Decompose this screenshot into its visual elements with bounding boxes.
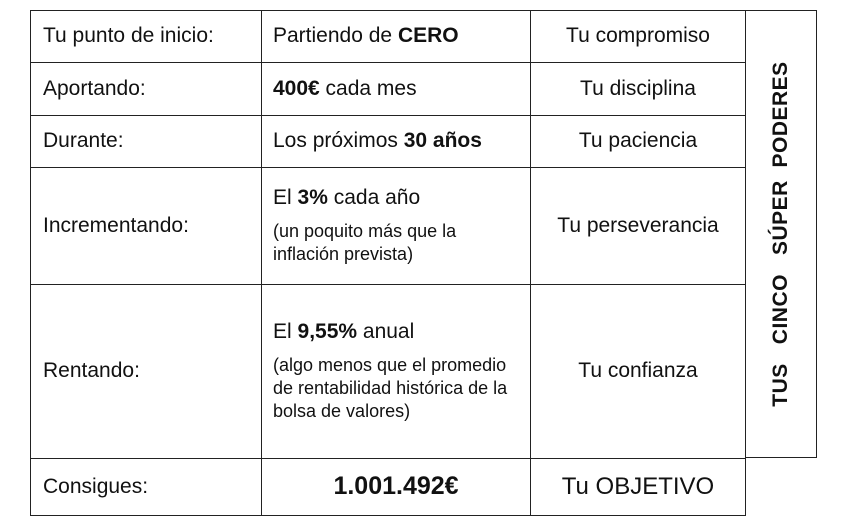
side-title-cell (745, 10, 817, 458)
result-label (30, 458, 262, 516)
row-quality-start (530, 10, 746, 63)
row-value-text: 400€ cada mes (273, 76, 417, 100)
row-quality-text: Tu paciencia (578, 129, 698, 153)
row-quality-contribution (530, 62, 746, 116)
row-value-increment (261, 167, 531, 285)
row-quality-text: Tu compromiso (566, 24, 710, 48)
result-amount (261, 458, 531, 516)
row-label-text: Tu punto de inicio: (43, 24, 214, 48)
row-quality-text: Tu confianza (578, 359, 698, 383)
row-quality-text: Tu perseverancia (557, 213, 719, 237)
row-label-text: Durante: (43, 129, 124, 153)
row-value-bold: 30 años (403, 129, 482, 153)
row-value-bold: CERO (397, 24, 459, 48)
row-label-duration (30, 115, 262, 168)
row-value-return (261, 284, 531, 459)
row-value-duration (261, 115, 531, 168)
row-value-text: El 9,55% anual (273, 320, 415, 344)
row-quality-return (530, 284, 746, 459)
row-label-increment (30, 167, 262, 285)
row-value-text: Partiendo de CERO (273, 24, 459, 48)
result-goal (530, 458, 746, 516)
row-value-start (261, 10, 531, 63)
row-label-text: Rentando: (43, 359, 140, 383)
result-label-text: Consigues: (43, 474, 149, 498)
row-value-bold: 9,55% (297, 320, 358, 344)
row-label-contribution (30, 62, 262, 116)
row-note-text: (un poquito más que la inflación prevista) (273, 220, 457, 265)
row-value-text: Los próximos 30 años (273, 129, 482, 153)
row-label-text: Aportando: (43, 76, 146, 100)
row-label-return (30, 284, 262, 459)
result-goal-text: Tu OBJETIVO (561, 473, 715, 500)
row-quality-duration (530, 115, 746, 168)
result-amount-text: 1.001.492€ (333, 472, 459, 501)
row-value-contribution (261, 62, 531, 116)
row-quality-text: Tu disciplina (580, 76, 696, 100)
row-label-text: Incrementando: (43, 213, 189, 237)
row-value-bold: 3% (297, 186, 328, 210)
row-value-text: El 3% cada año (273, 186, 421, 210)
row-value-bold: 400€ (273, 76, 320, 100)
row-label-start (30, 10, 262, 63)
row-note-text: (algo menos que el promedio de rentabilidad histórica de la bolsa de valores) (273, 354, 508, 422)
side-title-text: TUS CINCO SÚPER PODERES (769, 61, 792, 407)
row-quality-increment (530, 167, 746, 285)
